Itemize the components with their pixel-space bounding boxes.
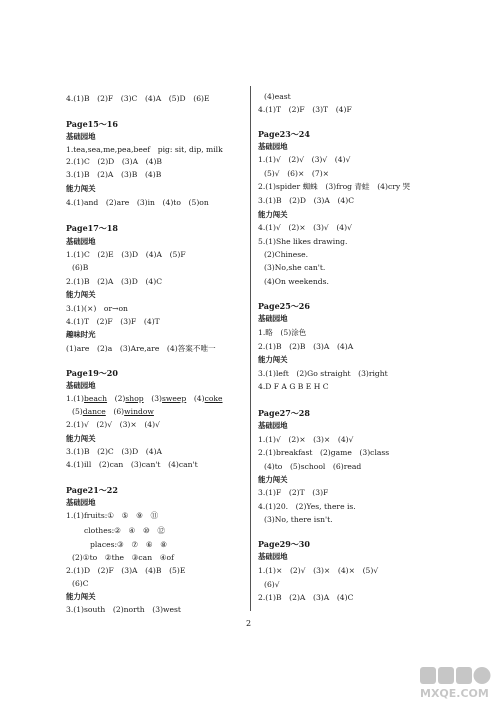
- left-answer-line: 1.(1)C (2)E (3)D (4)A (5)F: [66, 250, 186, 259]
- section-heading: 能力闯关: [66, 592, 96, 601]
- section-heading: 基础园地: [66, 498, 96, 507]
- page-range-heading: Page29～30: [258, 539, 310, 549]
- right-answer-line: 1.略 (5)涂色: [258, 328, 307, 337]
- right-answer-line: 2.(1)breakfast (2)game (3)class: [258, 448, 390, 457]
- page-range-heading: Page19～20: [66, 368, 118, 378]
- section-heading: 能力闯关: [66, 290, 96, 299]
- left-answer-line: 2.(1)B (2)A (3)D (4)C: [66, 277, 163, 286]
- right-answer-line: 4.(1)√ (2)× (3)√ (4)√: [258, 223, 352, 232]
- section-heading: 基础园地: [258, 142, 288, 151]
- section-heading: 基础园地: [258, 314, 288, 323]
- section-heading: 基础园地: [66, 381, 96, 390]
- right-answer-line: 2.(1)spider 蜘蛛 (3)frog 青蛙 (4)cry 哭: [258, 182, 411, 191]
- svg-text:MXQE.COM: MXQE.COM: [420, 687, 489, 700]
- underlined-word: coke: [204, 394, 223, 403]
- section-heading: 基础园地: [66, 237, 96, 246]
- section-heading: 能力闯关: [258, 210, 288, 219]
- right-answer-line: 4.(1)T (2)F (3)T (4)F: [258, 105, 352, 114]
- section-heading: 趣味时光: [66, 330, 96, 339]
- left-answer-line: 4.(1)T (2)F (3)F (4)T: [66, 317, 160, 326]
- right-answer-line: (3)No,she can't.: [264, 263, 326, 272]
- right-answer-line: 2.(1)B (2)A (3)A (4)C: [258, 593, 354, 602]
- right-answer-line: (6)√: [264, 580, 280, 589]
- section-heading: 能力闯关: [66, 184, 96, 193]
- right-answer-line: (4)east: [264, 92, 291, 101]
- watermark-logo: [418, 666, 496, 700]
- page-range-heading: Page23～24: [258, 129, 310, 139]
- page-range-heading: Page25～26: [258, 301, 310, 311]
- right-answer-line: 3.(1)F (2)T (3)F: [258, 488, 329, 497]
- right-answer-line: (5)√ (6)× (7)×: [264, 169, 330, 178]
- left-answer-line: 2.(1)D (2)F (3)A (4)B (5)E: [66, 566, 186, 575]
- page-number: 2: [246, 619, 252, 628]
- section-heading: 基础园地: [66, 132, 96, 141]
- left-answer-line: (6)C: [72, 579, 89, 588]
- right-answer-line: 2.(1)B (2)B (3)A (4)A: [258, 342, 354, 351]
- left-answer-line: 3.(1)south (2)north (3)west: [66, 605, 181, 614]
- right-answer-line: (2)Chinese.: [264, 250, 309, 259]
- left-answer-line: 3.(1)B (2)C (3)D (4)A: [66, 447, 163, 456]
- left-answer-line: (5)dance (6)window: [72, 407, 154, 416]
- left-answer-line: (1)are (2)a (3)Are,are (4)答案不唯一: [66, 344, 216, 353]
- left-answer-line: (2)①to ②the ③can ④of: [72, 553, 174, 562]
- left-answer-line: places:③ ⑦ ⑥ ⑧: [90, 540, 168, 549]
- left-answer-line: 4.(1)and (2)are (3)in (4)to (5)on: [66, 198, 209, 207]
- left-answer-line: 1.(1)beach (2)shop (3)sweep (4)coke: [66, 394, 223, 403]
- left-answer-line: 3.(1)(×) or→on: [66, 304, 128, 313]
- underlined-word: sweep: [162, 394, 187, 403]
- right-answer-line: 4.(1)20. (2)Yes, there is.: [258, 502, 356, 511]
- right-answer-line: (4)to (5)school (6)read: [264, 462, 362, 471]
- section-heading: 能力闯关: [66, 434, 96, 443]
- section-heading: 基础园地: [258, 552, 288, 561]
- column-divider: [250, 86, 251, 611]
- underlined-word: shop: [125, 394, 144, 403]
- page-range-heading: Page27～28: [258, 408, 310, 418]
- left-answer-line: 2.(1)C (2)D (3)A (4)B: [66, 157, 163, 166]
- underlined-word: beach: [84, 394, 108, 403]
- left-answer-line: 4.(1)ill (2)can (3)can't (4)can't: [66, 460, 198, 469]
- left-answer-line: 4.(1)B (2)F (3)C (4)A (5)D (6)E: [66, 94, 210, 103]
- page-range-heading: Page15～16: [66, 119, 118, 129]
- right-answer-line: 1.(1)√ (2)× (3)× (4)√: [258, 435, 354, 444]
- left-answer-line: 3.(1)B (2)A (3)B (4)B: [66, 170, 162, 179]
- underlined-word: dance: [82, 407, 106, 416]
- right-answer-line: 1.(1)√ (2)√ (3)√ (4)√: [258, 155, 351, 164]
- right-answer-line: 4.D F A G B E H C: [258, 382, 329, 391]
- left-answer-line: (6)B: [72, 263, 89, 272]
- section-heading: 能力闯关: [258, 475, 288, 484]
- page-range-heading: Page17～18: [66, 223, 118, 233]
- right-answer-line: 1.(1)× (2)√ (3)× (4)× (5)√: [258, 566, 379, 575]
- right-answer-line: 3.(1)B (2)D (3)A (4)C: [258, 196, 355, 205]
- left-answer-line: clothes:② ④ ⑩ ⑫: [84, 526, 165, 535]
- right-answer-line: 5.(1)She likes drawing.: [258, 237, 348, 246]
- right-answer-line: 3.(1)left (2)Go straight (3)right: [258, 369, 388, 378]
- left-answer-line: 1.tea,sea,me,pea,beef pig: sit, dip, milk: [66, 145, 223, 154]
- right-answer-line: (3)No, there isn't.: [264, 515, 333, 524]
- underlined-word: window: [124, 407, 154, 416]
- page-range-heading: Page21～22: [66, 485, 118, 495]
- section-heading: 能力闯关: [258, 355, 288, 364]
- right-answer-line: (4)On weekends.: [264, 277, 329, 286]
- section-heading: 基础园地: [258, 421, 288, 430]
- left-answer-line: 2.(1)√ (2)√ (3)× (4)√: [66, 420, 160, 429]
- left-answer-line: 1.(1)fruits:① ⑤ ⑨ ⑪: [66, 511, 159, 520]
